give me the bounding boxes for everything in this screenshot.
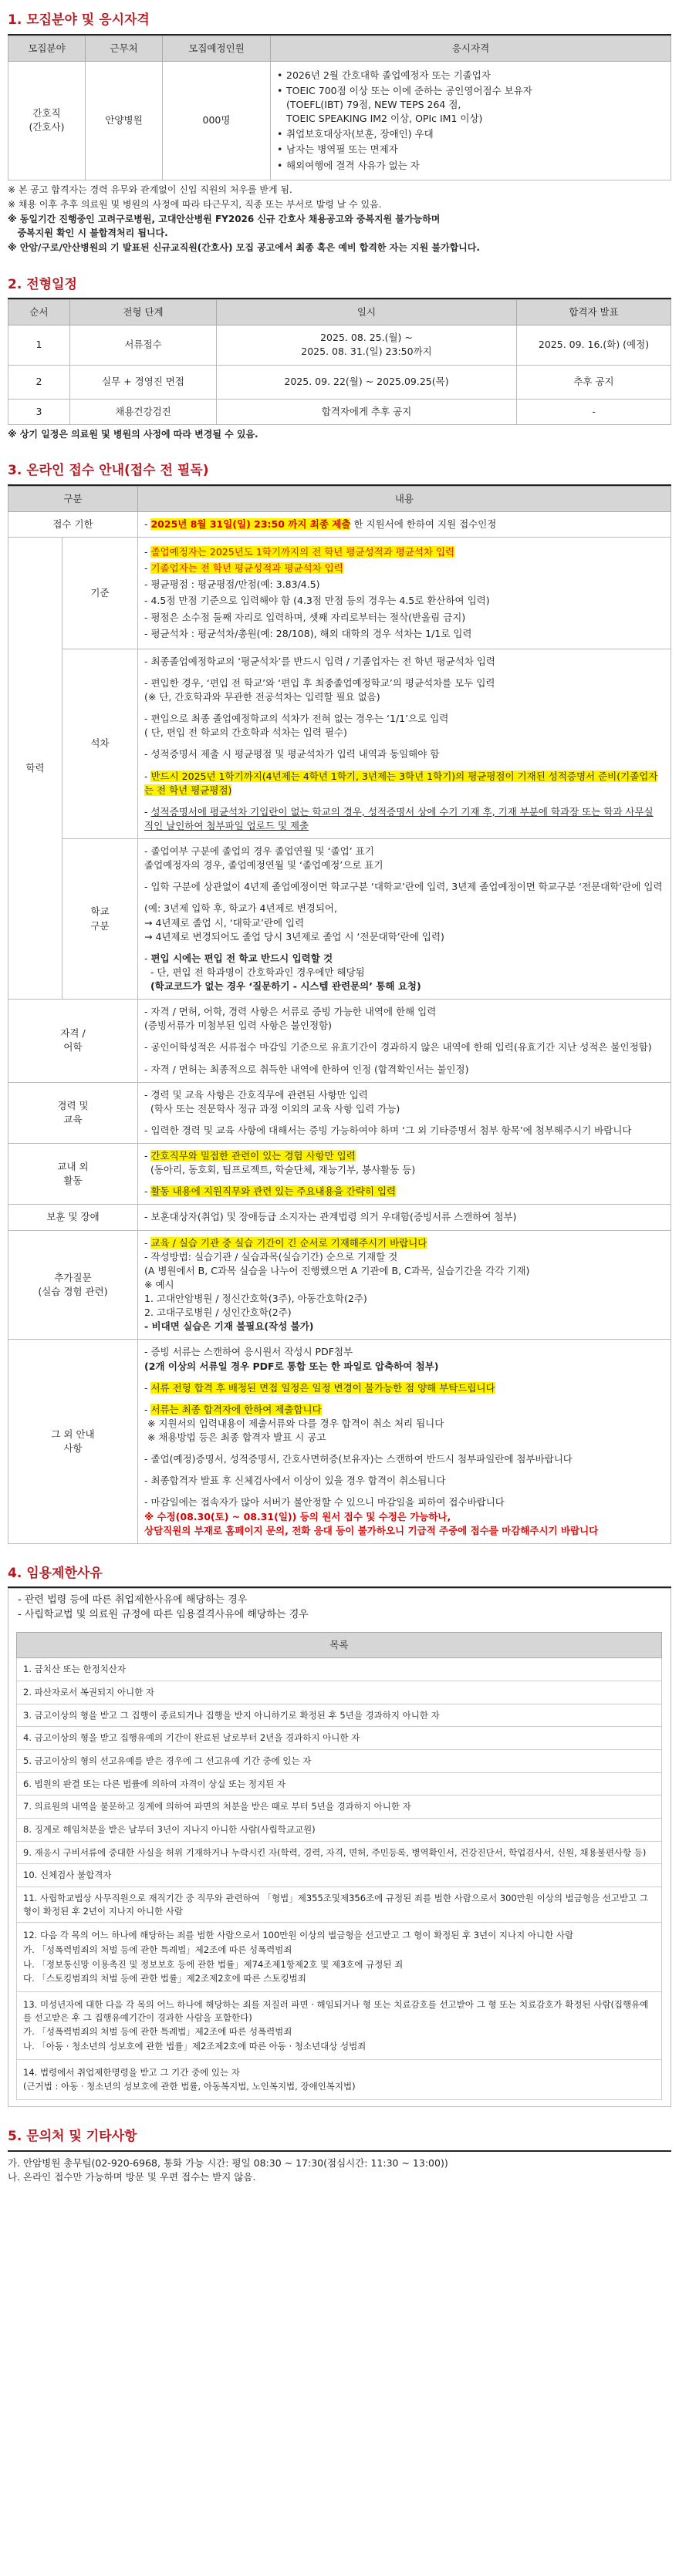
- note: ※ 채용 이후 추후 의료원 및 병원의 사정에 따라 타근무지, 직종 또는 부서로 발령 날 수 있음.: [8, 199, 382, 211]
- note: ※ 본 공고 합격자는 경력 유무와 관계없이 신입 직원의 처우를 받게 됨.: [8, 184, 292, 195]
- note: ※ 안암/구로/안산병원의 기 발표된 신규교직원(간호사) 모집 공고에서 최종 혹은 예비 합격한 자는 지원 불가합니다.: [8, 242, 480, 254]
- table-row: 11. 사립학교법상 사무직원으로 재직기간 중 직무와 관련하여 「형법」제355조및제356조에 규정된 죄를 범한 사람으로서 300만원 이상의 벌금형을 선고받고 그 형이 확정된 후 2년이 지나지 아니한 사람: [17, 1886, 662, 1922]
- section-title: 4. 임용제한사유: [8, 1564, 671, 1589]
- count-cell: 000명: [163, 61, 271, 180]
- section-online-guide: [8, 461, 671, 1544]
- table-row: 2. 파산자로서 복권되지 아니한 자: [17, 1681, 662, 1704]
- criteria-cell: - 졸업예정자는 2025년도 1학기까지의 전 학년 평균성적과 평균석차 입력 - 기졸업자는 전 학년 평균성적과 평균석차 입력 - 평균평점 : 평균평점/만점(예: 3.83/4.5) - 4.5점 만점 기준으로 입력해야 함 (4.3점 만점 등의 경우는 4.5로 환산하여 입력) - 평점은 소수점 둘째 자리로 입력하며, 셋째 자리로부터는 절삭(반올림 금지) - 평균석차 : 평균석차/총원(예: 28/108), 해외 대학의 경우 석차는 1/1로 입력: [138, 538, 671, 649]
- section-recruitment: [8, 11, 671, 255]
- col-header: 전형 단계: [70, 300, 217, 325]
- contact-box: [8, 2152, 671, 2189]
- section-title: 5. 문의처 및 기타사항: [8, 2127, 671, 2152]
- table-row: 13. 미성년자에 대한 다음 각 목의 어느 하나에 해당하는 죄를 저질러 파면 · 해임되거나 형 또는 치료감호를 선고받아 그 형 또는 치료감호가 확정된 사람(집행유예를 선고받은 후 그 집행유예기간이 경과한 사람을 포함한다) 가. 「성폭력범죄의 처벌 등에 관한 특례법」제2조에 따른 성폭력범죄 나. 「아동 · 청소년의 성보호에 관한 법률」제2조제2호에 따른 아동 · 청소년대상 성범죄: [17, 1991, 662, 2059]
- notes: [8, 184, 671, 255]
- rank-cell: - 최종졸업예정학교의 ‘평균석차’를 반드시 입력 / 기졸업자는 전 학년 평균석차 입력 - 편입한 경우, ‘편입 전 학교’와 ‘편입 후 최종졸업예정학교’의 평균석차를 모두 입력 (※ 단, 간호학과와 무관한 전공석차는 입력할 필요 없음) - 편입으로 최종 졸업예정학교의 석차가 전혀 없는 경우는 ‘1/1’으로 입력 ( 단, 편입 전 학교의 간호학과 석차는 입력 필수) - 성적증명서 제출 시 평균평점 및 평균석차가 입력 내역과 동일해야 함 - 반드시 2025년 1학기까지(4년제는 4학년 1학기, 3년제는 3학년 1학기)의 평균평점이 기재된 성적증명서 준비(기졸업자는 전 학년 평균평점) - 성적증명서에 평균석차 기입란이 없는 학교의 경우, 성적증명서 상에 수기 기재 후, 기재 부분에 학과장 또는 학과 사무실 직인 날인하여 첨부파일 업로드 및 제출: [138, 649, 671, 838]
- guide-table: 구분 내용 접수 기한 - 2025년 8월 31일(일) 23:50 까지 최종 제출 한 지원서에 한하여 지원 접수인정 학력 기준 - 졸업예정자는 2025년도 1학기까지의 전 학년 평균성적과 평균석차 입력 - 기졸업자는 전 학년 평균성적과 평균석차 입력 - 평균평점 : 평균평점/만점(예: 3.83/4.5) - 4.5점 만점 기준으로 입력해야 함 (4.3점 만점 등의 경우는 4.5로 환산하여 입력) - 평점은 소수점 둘째 자리로 입력하며, 셋째 자리로부터는 절삭(반올림 금지) - 평균석차 : 평균석차/총원(예: 28/108), 해외 대학의 경우 석차는 1/1로 입력 석차 - 최종졸업예정학교의 ‘평균석차’를 반드시 입력 / 기졸업자는 전 학년 평균석차 입력 - 편입한 경우, ‘편입 전 학교’와 ‘편입 후 최종졸업예정학교’의 평균석차를 모두 입력 (※ 단, 간호학과와 무관한 전공석차는 입력할 필요 없음) - 편입으로 최종 졸업예정학교의 석차가 전혀 없는 경우는 ‘1/1’으로 입력 ( 단, 편입 전 학교의 간호학과 석차는 입력 필수) - 성적증명서 제출 시 평균평점 및 평균석차가 입력 내역과 동일해야 함 - 반드시 2025년 1학기까지(4년제는 4학년 1학기, 3년제는 3학년 1학기)의 평균평점이 기재된 성적증명서 준비(기졸업자는 전 학년 평균평점) - 성적증명서에 평균석차 기입란이 없는 학교의 경우, 성적증명서 상에 수기 기재 후, 기재 부분에 학과장 또는 학과 사무실 직인 날인하여 첨부파일 업로드 및 제출 학교 구분 - 졸업여부 구분에 졸업의 경우 졸업연월 및 ‘졸업’ 표기 졸업예정자의 경우, 졸업예정연월 및 ‘졸업예정’으로 표기 - 입학 구분에 상관없이 4년제 졸업예정이면 학교구분 ‘대학교’란에 입력, 3년제 졸업예정이면 학교구분 ‘전문대학’란에 입력 (예: 3년제 입학 후, 학교가 4년제로 변경되어, → 4년제로 졸업 시, ‘대학교’란에 입력 → 4년제로 변경되어도 졸업 당시 3년제로 졸업 시 ‘전문대학’란에 입력) - 편입 시에는 편입 전 학교 반드시 입력할 것 - 단, 편입 전 학과명이 간호학과인 경우에만 해당됨 (학교코드가 없는 경우 ‘질문하기 - 시스템 관련문의’ 통해 요청) 자격 / 어학 - 자격 / 면허, 어학, 경력 사항은 서류로 증빙 가능한 내역에 한해 입력 (증빙서류가 미첨부된 입력 사항은 불인정함) - 공인어학성적은 서류접수 마감일 기준으로 유효기간이 경과하지 않은 내역에 한해 입력(유효기간 지난 성적은 불인정함) - 자격 / 면허는 최종적으로 취득한 내역에 한하여 인정 (합격확인서는 불인정) 경력 및 교육 - 경력 및 교육 사항은 간호직무에 관련된 사항만 입력 (학사 또는 전문학사 정규 과정 이외의 교육 사항 입력 가능) - 입력한 경력 및 교육 사항에 대해서는 증빙 가능하여야 하며 ‘그 외 기타증명서 첨부 항목’에 첨부해주시기 바랍니다 교내 외 활동 - 간호직무와 밀접한 관련이 있는 경험 사항만 입력 (동아리, 동호회, 팀프로젝트, 학술단체, 재능기부, 봉사활동 등) - 활동 내용에 지원직무와 관련 있는 주요내용을 간략히 입력 보훈 및 장애 - 보훈대상자(취업) 및 장애등급 소지자는 관계법령 의거 우대함(증빙서류 스캔하여 첨부) 추가질문 (실습 경험 관련) - 교육 / 실습 기관 중 실습 기간이 긴 순서로 기재해주시기 바랍니다 - 작성방법: 실습기관 / 실습과목(실습기간) 순으로 기재할 것 (A 병원에서 B, C과목 실습을 나누어 진행했으면 A 기관에 B, C과목, 실습기간을 각각 기재) ※ 예시 1. 고대안암병원 / 정신간호학(3주), 아동간호학(2주) 2. 고대구로병원 / 성인간호학(2주) - 비대면 실습은 기재 불필요(작성 불가) 그 외 안내 사항 - 증빙 서류는 스캔하여 응시원서 작성시 PDF첨부 (2개 이상의 서류일 경우 PDF로 통합 또는 한 파일로 압축하여 첨부) - 서류 전형 합격 후 배정된 면접 일정은 일정 변경이 불가능한 점 양해 부탁드립니다 - 서류는 최종 합격자에 한하여 제출합니다 ※ 지원서의 입력내용이 제출서류와 다를 경우 합격이 취소 처리 됩니다 ※ 채용방법 등은 최종 합격자 발표 시 공고 - 졸업(예정)증명서, 성적증명서, 간호사면허증(보유자)는 스캔하여 반드시 첨부파일란에 첨부바랍니다 - 최종합격자 발표 후 신체검사에서 이상이 있을 경우 합격이 취소됩니다 - 마감일에는 접속자가 많아 서버가 불안정할 수 있으니 마감일을 피하여 접수바랍니다 ※ 수정(08.30(토) ~ 08.31(일)) 등의 원서 접수 및 수정은 가능하나, 상담직원의 부재로 홈페이지 문의, 전화 응대 등이 불가하오니 기급적 주중에 접수를 마감해주시기 바랍니다: [8, 486, 671, 1544]
- extra-cell: - 간호직무와 밀접한 관련이 있는 경험 사항만 입력 (동아리, 동호회, 팀프로젝트, 학술단체, 재능기부, 봉사활동 등) - 활동 내용에 지원직무와 관련 있는 주요내용을 간략히 입력: [138, 1144, 671, 1205]
- addq-cell: - 교육 / 실습 기관 중 실습 기간이 긴 순서로 기재해주시기 바랍니다 - 작성방법: 실습기관 / 실습과목(실습기간) 순으로 기재할 것 (A 병원에서 B, C과목 실습을 나누어 진행했으면 A 기관에 B, C과목, 실습기간을 각각 기재) ※ 예시 1. 고대안암병원 / 정신간호학(3주), 아동간호학(2주) 2. 고대구로병원 / 성인간호학(2주) - 비대면 실습은 기재 불필요(작성 불가): [138, 1230, 671, 1340]
- section-schedule: [8, 275, 671, 442]
- school-cell: - 졸업여부 구분에 졸업의 경우 졸업연월 및 ‘졸업’ 표기 졸업예정자의 경우, 졸업예정연월 및 ‘졸업예정’으로 표기 - 입학 구분에 상관없이 4년제 졸업예정이면 학교구분 ‘대학교’란에 입력, 3년제 졸업예정이면 학교구분 ‘전문대학’란에 입력 (예: 3년제 입학 후, 학교가 4년제로 변경되어, → 4년제로 졸업 시, ‘대학교’란에 입력 → 4년제로 변경되어도 졸업 당시 3년제로 졸업 시 ‘전문대학’란에 입력) - 편입 시에는 편입 전 학교 반드시 입력할 것 - 단, 편입 전 학과명이 간호학과인 경우에만 해당됨 (학교코드가 없는 경우 ‘질문하기 - 시스템 관련문의’ 통해 요청): [138, 839, 671, 1000]
- table-row: 8. 징계로 해임처분을 받은 날부터 3년이 지나지 아니한 사람(사립학교교원): [17, 1818, 662, 1841]
- qual-item: • 남자는 병역필 또는 면제자: [277, 143, 664, 157]
- note: ※ 동일기간 진행중인 고려구로병원, 고대안산병원 FY2026 신규 간호사 채용공고와 중복지원 불가능하며 중복지원 확인 시 불합격처리 됩니다.: [8, 214, 441, 238]
- restrictions-box: - 관련 법령 등에 따른 취업제한사유에 해당하는 경우 - 사립학교법 및 의료원 규정에 따른 임용결격사유에 해당하는 경우 목록 1. 금치산 또는 한정치산자 2. 파산자로서 복권되지 아니한 자 3. 금고이상의 형을 받고 그 집행이 종료되거나 집행을 받지 아니하기로 확정된 후 5년을 경과하지 아니한 자 4. 금고이상의 형을 받고 집행유예의 기간이 완료된 날로부터 2년을 경과하지 아니한 자 5. 금고이상의 형의 선고유예를 받은 경우에 그 선고유예 기간 중에 있는 자 6. 법원의 판결 또는 다른 법률에 의하여 자격이 상실 또는 정지된 자 7. 의료원의 내역을 불문하고 징계에 의하여 파면의 처분을 받은 때로 부터 5년을 경과하지 아니한 자 8. 징계로 해임처분을 받은 날부터 3년이 지나지 아니한 사람(사립학교교원) 9. 재응시 구비서류에 중대한 사실을 허위 기재하거나 누락시킨 자(학력, 경력, 자격, 면허, 주민등록, 병역확인서, 건강진단서, 학업검사서, 신원, 채용불편사항 등) 10. 신체검사 불합격자 11. 사립학교법상 사무직원으로 재직기간 중 직무와 관련하여 「형법」제355조및제356조에 규정된 죄를 범한 사람으로서 300만원 이상의 벌금형을 선고받고 그 형이 확정된 후 2년이 지나지 아니한 사람 12. 다음 각 목의 어느 하나에 해당하는 죄를 범한 사람으로서 100만원 이상의 벌금형을 선고받고 그 형이 확정된 후 3년이 지나지 아니한 사람 가. 「성폭력범죄의 처벌 등에 관한 특례법」제2조에 따른 성폭력범죄 나. 「정보통신망 이용촉진 및 정보보호 등에 관한 법률」제74조제1항제2호 및 제3호에 규정된 죄 다. 「스토킹범죄의 처벌 등에 관한 법률」제2조제2호에 따른 스토킹범죄 13. 미성년자에 대한 다음 각 목의 어느 하나에 해당하는 죄를 저질러 파면 · 해임되거나 형 또는 치료감호를 선고받아 그 형 또는 치료감호가 확정된 사람(집행유예를 선고받은 후 그 집행유예기간이 경과한 사람을 포함한다) 가. 「성폭력범죄의 처벌 등에 관한 특례법」제2조에 따른 성폭력범죄 나. 「아동 · 청소년의 성보호에 관한 법률」제2조제2호에 따른 아동 · 청소년대상 성범죄 14. 법령에서 취업제한명령을 받고 그 기간 중에 있는 자 (근거법 : 아동 · 청소년의 성보호에 관한 법률, 아동복지법, 노인복지법, 장애인복지법): [8, 1588, 671, 2107]
- col-header: 순서: [8, 300, 70, 325]
- qual-item: • 취업보호대상자(보훈, 장애인) 우대: [277, 127, 664, 141]
- table-row: 2 실무 + 경영진 면접 2025. 09. 22(월) ~ 2025.09.25(목) 추후 공지: [8, 365, 671, 399]
- section-title: 1. 모집분야 및 응시자격: [8, 11, 671, 35]
- qual-item: • TOEIC 700점 이상 또는 이에 준하는 공인영어점수 보유자 (TOEFL(IBT) 79점, NEW TEPS 264 점, TOEIC SPEAKING IM2 이상, OPIc IM1 이상): [277, 84, 664, 126]
- col-header: 근무처: [86, 35, 163, 61]
- table-row: 14. 법령에서 취업제한명령을 받고 그 기간 중에 있는 자 (근거법 : 아동 · 청소년의 성보호에 관한 법률, 아동복지법, 노인복지법, 장애인복지법): [17, 2059, 662, 2099]
- qual-item: • 해외여행에 결격 사유가 없는 자: [277, 159, 664, 173]
- field-sub: (간호사): [29, 121, 65, 133]
- veteran-cell: - 보훈대상자(취업) 및 장애등급 소지자는 관계법령 의거 우대함(증빙서류 스캔하여 첨부): [138, 1205, 671, 1230]
- place-cell: 안양병원: [86, 61, 163, 180]
- contact-item: 나. 온라인 접수만 가능하며 방문 및 우편 접수는 받지 않음.: [8, 2170, 256, 2183]
- qual-item: • 2026년 2월 간호대학 졸업예정자 또는 기졸업자: [277, 69, 664, 83]
- col-header: 응시자격: [271, 35, 671, 61]
- career-cell: - 경력 및 교육 사항은 간호직무에 관련된 사항만 입력 (학사 또는 전문학사 정규 과정 이외의 교육 사항 입력 가능) - 입력한 경력 및 교육 사항에 대해서는 증빙 가능하여야 하며 ‘그 외 기타증명서 첨부 항목’에 첨부해주시기 바랍니다: [138, 1082, 671, 1143]
- field-cell: [8, 61, 86, 180]
- col-header: 구분: [8, 486, 138, 511]
- section-contact: [8, 2127, 671, 2189]
- contact-item: 가. 안암병원 총무팀(02-920-6968, 통화 가능 시간: 평일 08:30 ~ 17:30(점심시간: 11:30 ~ 13:00)): [8, 2156, 448, 2169]
- table-row: 3. 금고이상의 형을 받고 그 집행이 종료되거나 집행을 받지 아니하기로 확정된 후 5년을 경과하지 아니한 자: [17, 1704, 662, 1727]
- table-row: 7. 의료원의 내역을 불문하고 징계에 의하여 파면의 처분을 받은 때로 부터 5년을 경과하지 아니한 자: [17, 1795, 662, 1819]
- schedule-table: [8, 299, 671, 425]
- col-header: 모집분야: [8, 35, 86, 61]
- field-name: 간호직: [32, 107, 61, 120]
- etc-cell: - 증빙 서류는 스캔하여 응시원서 작성시 PDF첨부 (2개 이상의 서류일 경우 PDF로 통합 또는 한 파일로 압축하여 첨부) - 서류 전형 합격 후 배정된 면접 일정은 일정 변경이 불가능한 점 양해 부탁드립니다 - 서류는 최종 합격자에 한하여 제출합니다 ※ 지원서의 입력내용이 제출서류와 다를 경우 합격이 취소 처리 됩니다 ※ 채용방법 등은 최종 합격자 발표 시 공고 - 졸업(예정)증명서, 성적증명서, 간호사면허증(보유자)는 스캔하여 반드시 첨부파일란에 첨부바랍니다 - 최종합격자 발표 후 신체검사에서 이상이 있을 경우 합격이 취소됩니다 - 마감일에는 접속자가 많아 서버가 불안정할 수 있으니 마감일을 피하여 접수바랍니다 ※ 수정(08.30(토) ~ 08.31(일)) 등의 원서 접수 및 수정은 가능하나, 상담직원의 부재로 홈페이지 문의, 전화 응대 등이 불가하오니 기급적 주중에 접수를 마감해주시기 바랍니다: [138, 1340, 671, 1543]
- table-row: 10. 신체검사 불합격자: [17, 1864, 662, 1887]
- col-header: 합격자 발표: [517, 300, 671, 325]
- section-title: 3. 온라인 접수 안내(접수 전 필독): [8, 461, 671, 486]
- table-row: 6. 법원의 판결 또는 다른 법률에 의하여 자격이 상실 또는 정지된 자: [17, 1772, 662, 1795]
- table-row: 4. 금고이상의 형을 받고 집행유예의 기간이 완료된 날로부터 2년을 경과하지 아니한 자: [17, 1727, 662, 1750]
- quals-cell: [271, 61, 671, 180]
- section-restrictions: [8, 1564, 671, 2107]
- col-header: 일시: [217, 300, 517, 325]
- table-row: 5. 금고이상의 형의 선고유예를 받은 경우에 그 선고유예 기간 중에 있는 자: [17, 1749, 662, 1772]
- table-row: 1 서류접수 2025. 08. 25.(월) ~ 2025. 08. 31.(일) 23:50까지 2025. 09. 16.(화) (예정): [8, 325, 671, 365]
- table-row: 3 채용건강검진 합격자에게 추후 공지 -: [8, 399, 671, 424]
- table-row: 12. 다음 각 목의 어느 하나에 해당하는 죄를 범한 사람으로서 100만원 이상의 벌금형을 선고받고 그 형이 확정된 후 3년이 지나지 아니한 사람 가. 「성폭력범죄의 처벌 등에 관한 특례법」제2조에 따른 성폭력범죄 나. 「정보통신망 이용촉진 및 정보보호 등에 관한 법률」제74조제1항제2호 및 제3호에 규정된 죄 다. 「스토킹범죄의 처벌 등에 관한 법률」제2조제2호에 따른 스토킹범죄: [17, 1923, 662, 1992]
- table-row: 9. 재응시 구비서류에 중대한 사실을 허위 기재하거나 누락시킨 자(학력, 경력, 자격, 면허, 주민등록, 병역확인서, 건강진단서, 학업검사서, 신원, 채용불편사항 등): [17, 1841, 662, 1864]
- col-header: 모집예정인원: [163, 35, 271, 61]
- cert-cell: - 자격 / 면허, 어학, 경력 사항은 서류로 증빙 가능한 내역에 한해 입력 (증빙서류가 미첨부된 입력 사항은 불인정함) - 공인어학성적은 서류접수 마감일 기준으로 유효기간이 경과하지 않은 내역에 한해 입력(유효기간 지난 성적은 불인정함) - 자격 / 면허는 최종적으로 취득한 내역에 한하여 인정 (합격확인서는 불인정): [138, 1000, 671, 1083]
- table-row: 1. 금치산 또는 한정치산자: [17, 1658, 662, 1681]
- schedule-note: ※ 상기 일정은 의료원 및 병원의 사정에 따라 변경될 수 있음.: [8, 428, 258, 440]
- col-header: 내용: [138, 486, 671, 511]
- recruitment-table: [8, 35, 671, 180]
- restrictions-table: 목록 1. 금치산 또는 한정치산자 2. 파산자로서 복권되지 아니한 자 3. 금고이상의 형을 받고 그 집행이 종료되거나 집행을 받지 아니하기로 확정된 후 5년을 경과하지 아니한 자 4. 금고이상의 형을 받고 집행유예의 기간이 완료된 날로부터 2년을 경과하지 아니한 자 5. 금고이상의 형의 선고유예를 받은 경우에 그 선고유예 기간 중에 있는 자 6. 법원의 판결 또는 다른 법률에 의하여 자격이 상실 또는 정지된 자 7. 의료원의 내역을 불문하고 징계에 의하여 파면의 처분을 받은 때로 부터 5년을 경과하지 아니한 자 8. 징계로 해임처분을 받은 날부터 3년이 지나지 아니한 사람(사립학교교원) 9. 재응시 구비서류에 중대한 사실을 허위 기재하거나 누락시킨 자(학력, 경력, 자격, 면허, 주민등록, 병역확인서, 건강진단서, 학업검사서, 신원, 채용불편사항 등) 10. 신체검사 불합격자 11. 사립학교법상 사무직원으로 재직기간 중 직무와 관련하여 「형법」제355조및제356조에 규정된 죄를 범한 사람으로서 300만원 이상의 벌금형을 선고받고 그 형이 확정된 후 2년이 지나지 아니한 사람 12. 다음 각 목의 어느 하나에 해당하는 죄를 범한 사람으로서 100만원 이상의 벌금형을 선고받고 그 형이 확정된 후 3년이 지나지 아니한 사람 가. 「성폭력범죄의 처벌 등에 관한 특례법」제2조에 따른 성폭력범죄 나. 「정보통신망 이용촉진 및 정보보호 등에 관한 법률」제74조제1항제2호 및 제3호에 규정된 죄 다. 「스토킹범죄의 처벌 등에 관한 법률」제2조제2호에 따른 스토킹범죄 13. 미성년자에 대한 다음 각 목의 어느 하나에 해당하는 죄를 저질러 파면 · 해임되거나 형 또는 치료감호를 선고받아 그 형 또는 치료감호가 확정된 사람(집행유예를 선고받은 후 그 집행유예기간이 경과한 사람을 포함한다) 가. 「성폭력범죄의 처벌 등에 관한 특례법」제2조에 따른 성폭력범죄 나. 「아동 · 청소년의 성보호에 관한 법률」제2조제2호에 따른 아동 · 청소년대상 성범죄 14. 법령에서 취업제한명령을 받고 그 기간 중에 있는 자 (근거법 : 아동 · 청소년의 성보호에 관한 법률, 아동복지법, 노인복지법, 장애인복지법): [16, 1632, 662, 2100]
- section-title: 2. 전형일정: [8, 275, 671, 300]
- deadline-cell: - 2025년 8월 31일(일) 23:50 까지 최종 제출 한 지원서에 한하여 지원 접수인정: [138, 511, 671, 537]
